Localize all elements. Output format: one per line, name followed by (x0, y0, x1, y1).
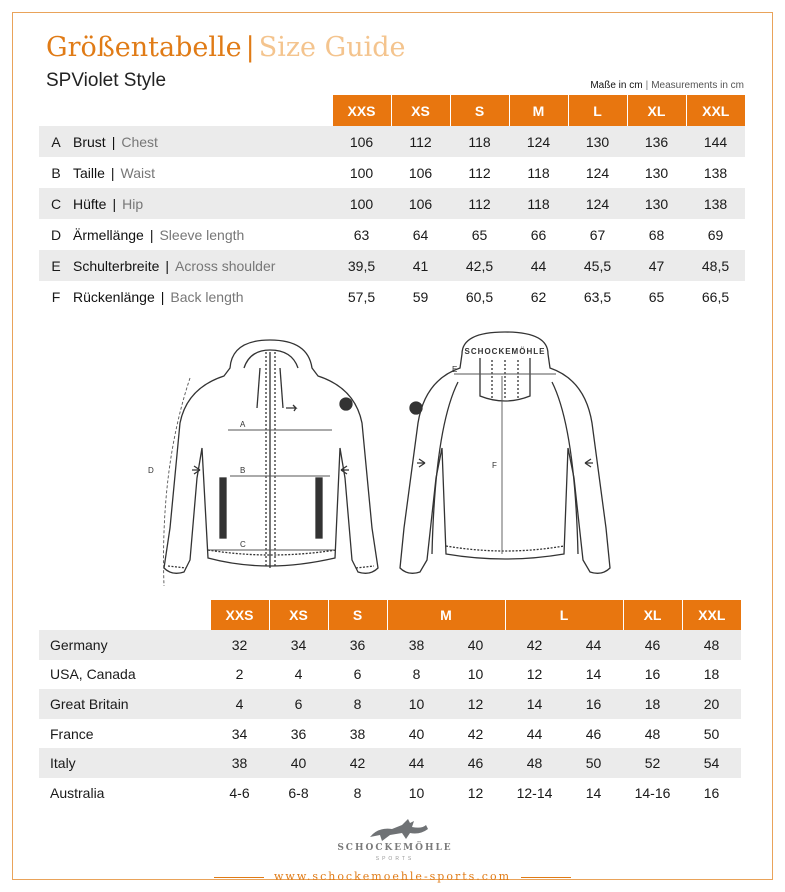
header-blank (39, 95, 332, 126)
measurement-value: 45,5 (568, 250, 627, 281)
size-header-row (39, 95, 745, 126)
measurement-letter: D (50, 226, 62, 243)
country-name: Germany (39, 630, 210, 660)
conversion-value: 14 (505, 689, 564, 719)
measurement-label-german: Hüfte (73, 195, 107, 212)
units-english: Measurements in cm (651, 80, 744, 91)
measurement-value: 118 (509, 188, 568, 219)
website-link[interactable]: www.schockemoehle-sports.com (273, 870, 512, 883)
size-header-cell: XS (269, 600, 328, 630)
measurement-value: 68 (648, 226, 665, 243)
measurement-label-german: Ärmellänge (73, 226, 144, 243)
measurement-letter: B (51, 164, 61, 181)
conversion-value: 12 (526, 666, 543, 683)
measurement-value: 62 (530, 288, 547, 305)
measurement-label (73, 188, 332, 219)
country-name: Australia (50, 784, 105, 801)
jacket-front-drawing (164, 340, 378, 573)
measurement-value: 130 (627, 188, 686, 219)
conversion-value: 18 (623, 689, 682, 719)
measurement-row (39, 126, 745, 157)
size-header-cell: S (450, 95, 509, 126)
measurement-value: 59 (412, 288, 429, 305)
conversion-value: 42 (505, 630, 564, 660)
measurement-value: 66,5 (701, 288, 730, 305)
conversion-value: 42 (328, 748, 387, 778)
measurement-value: 57,5 (347, 288, 376, 305)
conversion-value: 38 (387, 630, 446, 660)
conversion-value: 2 (235, 666, 244, 683)
conversion-value: 48 (505, 748, 564, 778)
measurement-value: 41 (391, 250, 450, 281)
conversion-value: 16 (703, 784, 720, 801)
units-note (590, 80, 744, 91)
measurement-row (39, 250, 745, 281)
measurement-label-english: Hip (122, 195, 144, 212)
conversion-value: 42 (467, 725, 484, 742)
measurement-row (39, 281, 745, 312)
measurement-value: 69 (707, 226, 724, 243)
conversion-row (39, 778, 741, 808)
units-separator: | (645, 80, 649, 91)
measurement-value: 65 (648, 288, 665, 305)
measurement-label-separator: | (111, 133, 116, 150)
measurement-value: 44 (509, 250, 568, 281)
jacket-back-drawing (400, 332, 610, 573)
conversion-row (39, 719, 741, 749)
measurement-value: 65 (471, 226, 488, 243)
measurement-value: 138 (703, 164, 728, 181)
brand-sub: SPORTS (375, 856, 415, 862)
page-title (46, 32, 405, 63)
conversion-value: 46 (446, 748, 505, 778)
measurement-value: 48,5 (686, 250, 745, 281)
conversion-value: 16 (644, 666, 661, 683)
measurement-value: 112 (391, 126, 450, 157)
brand-logo (330, 815, 460, 865)
conversion-value: 12-14 (516, 784, 553, 801)
size-header-cell: M (387, 600, 505, 630)
conversion-value: 10 (387, 689, 446, 719)
conversion-value: 12 (467, 784, 484, 801)
measurement-row (39, 157, 745, 188)
measurement-value: 42,5 (450, 250, 509, 281)
country-name: USA, Canada (50, 666, 136, 683)
footer-rule-right (521, 877, 571, 878)
conversion-value: 6 (353, 666, 362, 683)
units-german: Maße in cm (590, 80, 643, 91)
measurement-value: 124 (585, 164, 610, 181)
product-style: SPViolet Style (46, 70, 167, 91)
measurement-value: 112 (468, 164, 491, 181)
size-header-cell: L (505, 600, 623, 630)
conversion-row (39, 689, 741, 719)
website-footer (0, 870, 785, 883)
conversion-value: 12 (446, 689, 505, 719)
measurement-label-separator: | (165, 257, 170, 274)
measurement-label-separator: | (112, 195, 117, 212)
conversion-value: 16 (564, 689, 623, 719)
header-blank (39, 600, 210, 630)
measurement-value: 136 (627, 126, 686, 157)
measurement-label-english: Chest (121, 133, 158, 150)
conversion-value: 50 (564, 748, 623, 778)
diagram-label-b: B (240, 466, 246, 475)
diagram-label-f: F (492, 461, 497, 470)
measurement-row (39, 188, 745, 219)
conversion-value: 14 (585, 784, 602, 801)
country-name: Italy (39, 748, 210, 778)
conversion-value: 8 (328, 689, 387, 719)
conversion-value: 44 (526, 725, 543, 742)
conversion-value: 10 (467, 666, 484, 683)
footer-rule-left (214, 877, 264, 878)
conversion-value: 54 (682, 748, 741, 778)
measurement-label-german: Schulterbreite (73, 257, 160, 274)
conversion-value: 40 (408, 725, 425, 742)
size-header-cell: XXL (682, 600, 741, 630)
conversion-value: 8 (412, 666, 421, 683)
diagram-label-c: C (240, 540, 246, 549)
measurement-label (73, 281, 332, 312)
conversion-value: 48 (644, 725, 661, 742)
measurement-value: 130 (644, 164, 669, 181)
size-conversion-table (39, 600, 741, 808)
conversion-value: 40 (269, 748, 328, 778)
measurement-label-separator: | (110, 164, 115, 181)
conversion-value: 32 (210, 630, 269, 660)
measurement-label-german: Brust (73, 133, 106, 150)
conversion-row (39, 748, 741, 778)
measurement-label-english: Across shoulder (175, 257, 276, 274)
title-german: Größentabelle (46, 32, 242, 63)
measurement-value: 66 (530, 226, 547, 243)
measurement-label-separator: | (160, 288, 165, 305)
conversion-value: 48 (682, 630, 741, 660)
conversion-row (39, 630, 741, 660)
measurement-letter: A (39, 126, 73, 157)
horse-rider-icon (330, 815, 460, 843)
measurement-value: 63,5 (583, 288, 612, 305)
conversion-value: 40 (446, 630, 505, 660)
measurement-value: 67 (589, 226, 606, 243)
conversion-value: 44 (387, 748, 446, 778)
country-name: Great Britain (39, 689, 210, 719)
measurement-label-german: Rückenlänge (73, 288, 155, 305)
jacket-diagram (140, 328, 640, 593)
conversion-value: 6-8 (288, 784, 309, 801)
conversion-value: 38 (210, 748, 269, 778)
measurement-value: 64 (412, 226, 429, 243)
measurement-value: 63 (353, 226, 370, 243)
title-separator: | (245, 32, 255, 63)
measurement-value: 138 (686, 188, 745, 219)
measurement-value: 144 (686, 126, 745, 157)
size-header-cell: XS (391, 95, 450, 126)
conversion-value: 34 (269, 630, 328, 660)
size-header-cell: XXL (686, 95, 745, 126)
conversion-value: 50 (703, 725, 720, 742)
measurement-label-english: Sleeve length (159, 226, 245, 243)
size-header-cell: S (328, 600, 387, 630)
measurement-value: 118 (527, 164, 550, 181)
measurement-label-english: Back length (170, 288, 244, 305)
diagram-label-a: A (240, 420, 246, 429)
size-header-cell: M (509, 95, 568, 126)
measurement-label (73, 219, 332, 250)
measurement-value: 60,5 (465, 288, 494, 305)
conversion-value: 36 (290, 725, 307, 742)
measurement-label (73, 250, 332, 281)
conversion-value: 38 (349, 725, 366, 742)
conversion-value: 18 (703, 666, 720, 683)
conversion-value: 6 (269, 689, 328, 719)
measurement-value: 112 (450, 188, 509, 219)
country-name: France (50, 725, 94, 742)
measurement-letter: F (51, 288, 61, 305)
diagram-label-d: D (148, 466, 154, 475)
measurement-label-english: Waist (120, 164, 156, 181)
conversion-value: 52 (623, 748, 682, 778)
measurement-value: 39,5 (332, 250, 391, 281)
size-header-cell: XL (623, 600, 682, 630)
measurement-value: 106 (391, 188, 450, 219)
conversion-value: 8 (353, 784, 362, 801)
conversion-row (39, 660, 741, 690)
measurement-label-german: Taille (73, 164, 105, 181)
conversion-value: 14-16 (634, 784, 671, 801)
conversion-value: 10 (408, 784, 425, 801)
measurement-value: 106 (408, 164, 433, 181)
measurement-value: 124 (568, 188, 627, 219)
measurement-table (39, 95, 745, 312)
measurement-label (73, 126, 332, 157)
conversion-value: 4 (294, 666, 303, 683)
conversion-value: 36 (328, 630, 387, 660)
measurement-label-separator: | (149, 226, 154, 243)
conversion-value: 34 (231, 725, 248, 742)
conversion-value: 46 (623, 630, 682, 660)
conversion-value: 20 (682, 689, 741, 719)
conversion-value: 44 (564, 630, 623, 660)
diagram-label-e: E (452, 365, 458, 374)
conversion-value: 46 (585, 725, 602, 742)
brand-name: SCHOCKEMÖHLE (337, 843, 453, 853)
size-header-cell: XXS (210, 600, 269, 630)
measurement-value: 100 (349, 164, 374, 181)
conversion-value: 4-6 (229, 784, 250, 801)
measurement-letter: E (39, 250, 73, 281)
measurement-label (73, 157, 332, 188)
measurement-row (39, 219, 745, 250)
measurement-letter: C (39, 188, 73, 219)
measurement-value: 47 (627, 250, 686, 281)
measurement-value: 130 (568, 126, 627, 157)
measurement-value: 106 (332, 126, 391, 157)
conversion-value: 4 (210, 689, 269, 719)
measurement-value: 124 (509, 126, 568, 157)
measurement-value: 100 (332, 188, 391, 219)
conversion-header-row (39, 600, 741, 630)
size-header-cell: XL (627, 95, 686, 126)
size-header-cell: XXS (332, 95, 391, 126)
measurement-value: 118 (450, 126, 509, 157)
title-english: Size Guide (258, 32, 406, 63)
size-header-cell: L (568, 95, 627, 126)
conversion-value: 14 (585, 666, 602, 683)
back-brand-print: SCHOCKEMÖHLE (464, 347, 546, 356)
